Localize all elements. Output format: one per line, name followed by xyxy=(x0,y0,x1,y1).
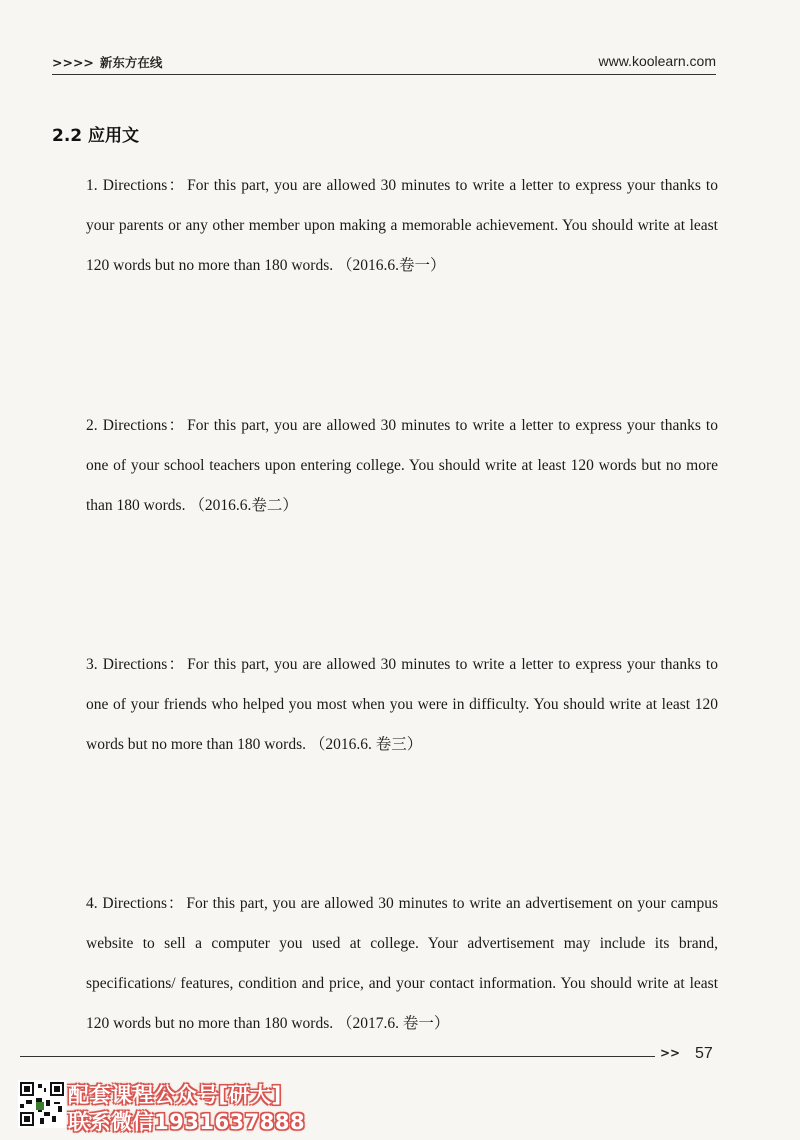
footer-rule xyxy=(20,1056,655,1057)
question-source: （2016.6.卷二） xyxy=(189,497,298,514)
question-text: For this part, you are allowed 30 minutes to write a letter to express your thanks to one of your school teachers upon entering college. You should write at least 120 words but no more than 180 words. xyxy=(86,417,718,514)
question-text: For this part, you are allowed 30 minutes to write a letter to express your thanks to your parents or any other member upon making a memorable achievement. You should write at least 120 words but no more than 180 words. xyxy=(86,177,718,274)
question-prefix: 2. Directions： xyxy=(86,417,186,434)
header-website: www.koolearn.com xyxy=(598,53,716,69)
question-prefix: 3. Directions： xyxy=(86,656,186,673)
header-brand-name: 新东方在线 xyxy=(99,55,163,70)
question-1 xyxy=(86,166,718,286)
question-text: For this part, you are allowed 30 minutes to write a letter to express your thanks to one of your friends who helped you most when you were in difficulty. You should write at least 120 words but no more than 180 words. xyxy=(86,656,718,753)
banner-line-1: 配套课程公众号[研大] xyxy=(68,1083,282,1107)
question-4 xyxy=(86,884,718,1044)
question-text: For this part, you are allowed 30 minutes to write an advertisement on your campus website to sell a computer you used at college. Your advertisement may include its brand, specifications/ features, condition and price, and your contact information. You should write at least 120 words but no more than 180 words. xyxy=(86,895,718,1032)
page-number: 57 xyxy=(695,1045,713,1062)
question-source: （2016.6.卷一） xyxy=(337,257,446,274)
header-brand xyxy=(52,53,162,71)
question-source: （2017.6. 卷一） xyxy=(337,1015,450,1032)
page-header xyxy=(52,50,716,75)
section-title: 2.2 应用文 xyxy=(52,126,140,146)
question-source: （2016.6. 卷三） xyxy=(309,736,423,753)
question-prefix: 4. Directions： xyxy=(86,895,185,912)
question-prefix: 1. Directions： xyxy=(86,177,186,194)
question-2 xyxy=(86,406,718,526)
header-arrows: >>>> xyxy=(52,55,94,70)
question-3 xyxy=(86,645,718,765)
banner-line-2: 联系微信1931637888 xyxy=(68,1110,306,1134)
footer-arrows: >> xyxy=(660,1046,681,1060)
qr-code-icon xyxy=(18,1080,66,1128)
